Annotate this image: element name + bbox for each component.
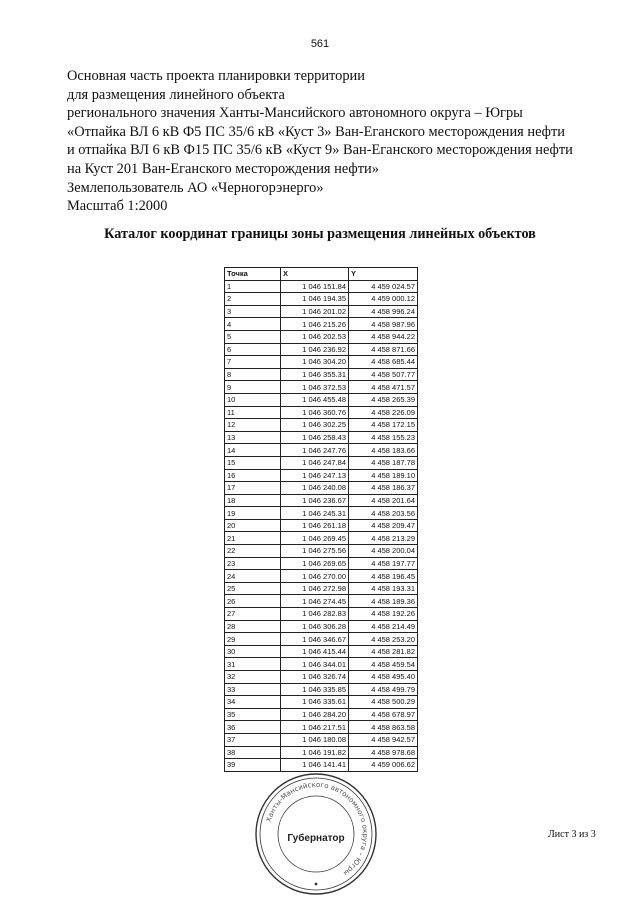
- table-row: [225, 330, 418, 343]
- x-coordinate-cell: 1 046 261.18: [281, 519, 349, 532]
- x-coordinate-cell: 1 046 275.56: [281, 545, 349, 558]
- table-row: [225, 721, 418, 734]
- point-number-cell: 37: [225, 733, 281, 746]
- table-row: [225, 708, 418, 721]
- table-row: [225, 318, 418, 331]
- catalog-title: Каталог координат границы зоны размещения линейных объектов: [104, 226, 536, 242]
- y-coordinate-cell: 4 458 193.31: [349, 582, 418, 595]
- y-coordinate-cell: 4 459 006.62: [349, 759, 418, 772]
- point-number-cell: 33: [225, 683, 281, 696]
- x-coordinate-cell: 1 046 415.44: [281, 645, 349, 658]
- x-coordinate-cell: 1 046 269.65: [281, 557, 349, 570]
- point-number-cell: 2: [225, 293, 281, 306]
- table-row: [225, 595, 418, 608]
- table-row: [225, 482, 418, 495]
- x-coordinate-cell: 1 046 372.53: [281, 381, 349, 394]
- x-coordinate-cell: 1 046 282.83: [281, 608, 349, 621]
- table-header-row: [225, 268, 418, 281]
- point-number-cell: 30: [225, 645, 281, 658]
- header-line-2: для размещения линейного объекта: [67, 86, 285, 103]
- y-coordinate-cell: 4 458 213.29: [349, 532, 418, 545]
- point-number-cell: 34: [225, 696, 281, 709]
- point-number-cell: 32: [225, 671, 281, 684]
- header-line-1: Основная часть проекта планировки территории: [67, 68, 365, 84]
- table-row: [225, 733, 418, 746]
- y-coordinate-cell: 4 458 500.29: [349, 696, 418, 709]
- column-header-x: X: [281, 268, 349, 281]
- y-coordinate-cell: 4 459 000.12: [349, 293, 418, 306]
- y-coordinate-cell: 4 458 192.26: [349, 608, 418, 621]
- point-number-cell: 21: [225, 532, 281, 545]
- y-coordinate-cell: 4 458 226.09: [349, 406, 418, 419]
- y-coordinate-cell: 4 458 253.20: [349, 633, 418, 646]
- table-row: [225, 406, 418, 419]
- x-coordinate-cell: 1 046 247.76: [281, 444, 349, 457]
- y-coordinate-cell: 4 458 201.64: [349, 494, 418, 507]
- y-coordinate-cell: 4 458 942.57: [349, 733, 418, 746]
- point-number-cell: 1: [225, 280, 281, 293]
- y-coordinate-cell: 4 458 186.37: [349, 482, 418, 495]
- x-coordinate-cell: 1 046 236.67: [281, 494, 349, 507]
- x-coordinate-cell: 1 046 346.67: [281, 633, 349, 646]
- seal-ring-text: Ханты-Мансийского автономного округа – Югры: [264, 780, 370, 878]
- point-number-cell: 13: [225, 431, 281, 444]
- x-coordinate-cell: 1 046 360.76: [281, 406, 349, 419]
- table-row: [225, 494, 418, 507]
- point-number-cell: 12: [225, 419, 281, 432]
- x-coordinate-cell: 1 046 194.35: [281, 293, 349, 306]
- point-number-cell: 19: [225, 507, 281, 520]
- x-coordinate-cell: 1 046 236.92: [281, 343, 349, 356]
- x-coordinate-cell: 1 046 270.00: [281, 570, 349, 583]
- table-row: [225, 343, 418, 356]
- table-row: [225, 305, 418, 318]
- table-row: [225, 633, 418, 646]
- header-line-8: Масштаб 1:2000: [67, 198, 168, 215]
- table-body: [225, 280, 418, 771]
- x-coordinate-cell: 1 046 247.84: [281, 456, 349, 469]
- point-number-cell: 11: [225, 406, 281, 419]
- table-row: [225, 545, 418, 558]
- point-number-cell: 26: [225, 595, 281, 608]
- y-coordinate-cell: 4 458 189.36: [349, 595, 418, 608]
- x-coordinate-cell: 1 046 141.41: [281, 759, 349, 772]
- x-coordinate-cell: 1 046 247.13: [281, 469, 349, 482]
- y-coordinate-cell: 4 458 863.58: [349, 721, 418, 734]
- point-number-cell: 18: [225, 494, 281, 507]
- x-coordinate-cell: 1 046 215.26: [281, 318, 349, 331]
- y-coordinate-cell: 4 458 471.57: [349, 381, 418, 394]
- y-coordinate-cell: 4 458 281.82: [349, 645, 418, 658]
- y-coordinate-cell: 4 459 024.57: [349, 280, 418, 293]
- point-number-cell: 28: [225, 620, 281, 633]
- y-coordinate-cell: 4 458 459.54: [349, 658, 418, 671]
- y-coordinate-cell: 4 458 987.96: [349, 318, 418, 331]
- table-row: [225, 293, 418, 306]
- page-number: 561: [310, 38, 330, 50]
- y-coordinate-cell: 4 458 196.45: [349, 570, 418, 583]
- table-row: [225, 456, 418, 469]
- y-coordinate-cell: 4 458 214.49: [349, 620, 418, 633]
- x-coordinate-cell: 1 046 191.82: [281, 746, 349, 759]
- table-row: [225, 696, 418, 709]
- table-row: [225, 746, 418, 759]
- point-number-cell: 36: [225, 721, 281, 734]
- table-row: [225, 645, 418, 658]
- x-coordinate-cell: 1 046 151.84: [281, 280, 349, 293]
- table-row: [225, 381, 418, 394]
- x-coordinate-cell: 1 046 355.31: [281, 368, 349, 381]
- y-coordinate-cell: 4 458 189.10: [349, 469, 418, 482]
- column-header-point: Точка: [225, 268, 281, 281]
- x-coordinate-cell: 1 046 304.20: [281, 356, 349, 369]
- y-coordinate-cell: 4 458 507.77: [349, 368, 418, 381]
- table-row: [225, 356, 418, 369]
- point-number-cell: 22: [225, 545, 281, 558]
- point-number-cell: 25: [225, 582, 281, 595]
- table-row: [225, 658, 418, 671]
- x-coordinate-cell: 1 046 326.74: [281, 671, 349, 684]
- seal-title: Губернатор: [287, 833, 345, 844]
- y-coordinate-cell: 4 458 203.56: [349, 507, 418, 520]
- point-number-cell: 10: [225, 393, 281, 406]
- x-coordinate-cell: 1 046 302.25: [281, 419, 349, 432]
- table-row: [225, 620, 418, 633]
- point-number-cell: 7: [225, 356, 281, 369]
- point-number-cell: 27: [225, 608, 281, 621]
- sheet-label: Лист 3 из 3: [548, 829, 596, 840]
- table-row: [225, 671, 418, 684]
- y-coordinate-cell: 4 458 155.23: [349, 431, 418, 444]
- x-coordinate-cell: 1 046 202.53: [281, 330, 349, 343]
- point-number-cell: 24: [225, 570, 281, 583]
- y-coordinate-cell: 4 458 187.78: [349, 456, 418, 469]
- point-number-cell: 16: [225, 469, 281, 482]
- x-coordinate-cell: 1 046 217.51: [281, 721, 349, 734]
- y-coordinate-cell: 4 458 172.15: [349, 419, 418, 432]
- x-coordinate-cell: 1 046 245.31: [281, 507, 349, 520]
- table-row: [225, 519, 418, 532]
- coordinates-table: [224, 267, 418, 772]
- x-coordinate-cell: 1 046 240.08: [281, 482, 349, 495]
- point-number-cell: 35: [225, 708, 281, 721]
- x-coordinate-cell: 1 046 335.61: [281, 696, 349, 709]
- point-number-cell: 20: [225, 519, 281, 532]
- point-number-cell: 31: [225, 658, 281, 671]
- point-number-cell: 23: [225, 557, 281, 570]
- y-coordinate-cell: 4 458 996.24: [349, 305, 418, 318]
- point-number-cell: 29: [225, 633, 281, 646]
- header-line-6: на Куст 201 Ван-Еганского месторождения нефти»: [67, 160, 379, 177]
- y-coordinate-cell: 4 458 209.47: [349, 519, 418, 532]
- y-coordinate-cell: 4 458 499.79: [349, 683, 418, 696]
- y-coordinate-cell: 4 458 685.44: [349, 356, 418, 369]
- table-row: [225, 280, 418, 293]
- table-row: [225, 582, 418, 595]
- x-coordinate-cell: 1 046 455.48: [281, 393, 349, 406]
- official-seal: [254, 772, 378, 896]
- header-line-7: Землепользователь АО «Черногорэнерго»: [67, 179, 324, 196]
- table-row: [225, 444, 418, 457]
- table-row: [225, 570, 418, 583]
- table-row: [225, 608, 418, 621]
- y-coordinate-cell: 4 458 265.39: [349, 393, 418, 406]
- point-number-cell: 9: [225, 381, 281, 394]
- y-coordinate-cell: 4 458 495.40: [349, 671, 418, 684]
- y-coordinate-cell: 4 458 200.04: [349, 545, 418, 558]
- x-coordinate-cell: 1 046 258.43: [281, 431, 349, 444]
- document-header: [67, 67, 627, 216]
- point-number-cell: 8: [225, 368, 281, 381]
- table-row: [225, 419, 418, 432]
- x-coordinate-cell: 1 046 344.01: [281, 658, 349, 671]
- table-row: [225, 393, 418, 406]
- x-coordinate-cell: 1 046 201.02: [281, 305, 349, 318]
- y-coordinate-cell: 4 458 871.66: [349, 343, 418, 356]
- point-number-cell: 38: [225, 746, 281, 759]
- table-row: [225, 759, 418, 772]
- point-number-cell: 3: [225, 305, 281, 318]
- x-coordinate-cell: 1 046 284.20: [281, 708, 349, 721]
- table-row: [225, 431, 418, 444]
- x-coordinate-cell: 1 046 335.85: [281, 683, 349, 696]
- point-number-cell: 14: [225, 444, 281, 457]
- header-line-4: «Отпайка ВЛ 6 кВ Ф5 ПС 35/6 кВ «Куст 3» Ван-Еганского месторождения нефти: [67, 123, 565, 140]
- header-line-3: регионального значения Ханты-Мансийского автономного округа – Югры: [67, 105, 523, 122]
- column-header-y: Y: [349, 268, 418, 281]
- x-coordinate-cell: 1 046 306.28: [281, 620, 349, 633]
- table-row: [225, 683, 418, 696]
- y-coordinate-cell: 4 458 944.22: [349, 330, 418, 343]
- table-row: [225, 368, 418, 381]
- table-row: [225, 557, 418, 570]
- table-row: [225, 507, 418, 520]
- header-line-5: и отпайка ВЛ 6 кВ Ф15 ПС 35/6 кВ «Куст 9» Ван-Еганского месторождения нефти: [67, 142, 573, 159]
- y-coordinate-cell: 4 458 978.68: [349, 746, 418, 759]
- y-coordinate-cell: 4 458 183.66: [349, 444, 418, 457]
- point-number-cell: 39: [225, 759, 281, 772]
- point-number-cell: 6: [225, 343, 281, 356]
- table-row: [225, 532, 418, 545]
- point-number-cell: 15: [225, 456, 281, 469]
- point-number-cell: 5: [225, 330, 281, 343]
- y-coordinate-cell: 4 458 197.77: [349, 557, 418, 570]
- point-number-cell: 17: [225, 482, 281, 495]
- y-coordinate-cell: 4 458 678.97: [349, 708, 418, 721]
- x-coordinate-cell: 1 046 272.98: [281, 582, 349, 595]
- x-coordinate-cell: 1 046 180.08: [281, 733, 349, 746]
- point-number-cell: 4: [225, 318, 281, 331]
- table-row: [225, 469, 418, 482]
- x-coordinate-cell: 1 046 269.45: [281, 532, 349, 545]
- x-coordinate-cell: 1 046 274.45: [281, 595, 349, 608]
